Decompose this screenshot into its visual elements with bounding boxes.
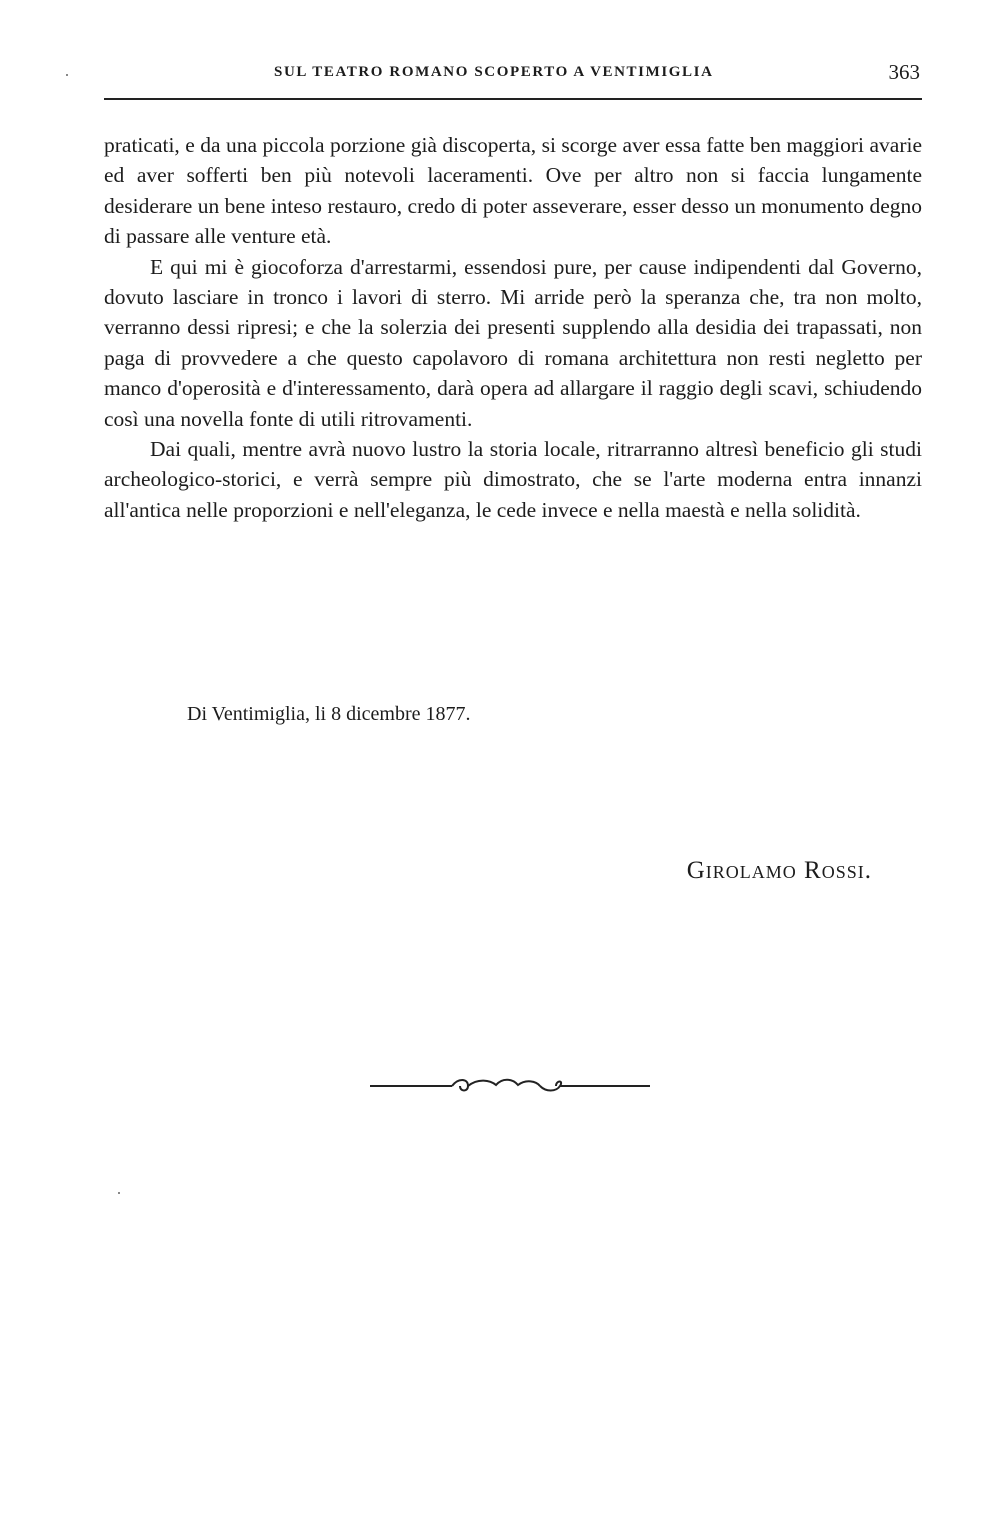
signature: Girolamo Rossi.	[686, 857, 872, 884]
body-text	[104, 130, 922, 525]
header-rule	[104, 98, 922, 100]
running-title: SUL TEATRO ROMANO SCOPERTO A VENTIMIGLIA	[274, 64, 714, 80]
print-speck	[66, 74, 68, 76]
print-speck	[118, 1192, 120, 1194]
page-header	[104, 58, 922, 92]
paragraph-3: Dai quali, mentre avrà nuovo lustro la storia locale, ritrarranno altresì beneficio gli studi archeologico-storici, e verrà sempre più dimostrato, che se l'arte moderna entra innanzi all'antica nelle proporzioni e nell'eleganza, le cede invece e nella maestà e nella solidità.	[104, 437, 922, 522]
paragraph-1: praticati, e da una piccola porzione già discoperta, si scorge aver essa fatte ben maggiori avarie ed aver sofferti ben più notevoli laceramenti. Ove per altro non si faccia lungamente desiderare un bene inteso restauro, credo di poter asseverare, esser desso un monumento degno di passare alle venture età.	[104, 133, 922, 249]
dateline: Di Ventimiglia, li 8 dicembre 1877.	[187, 703, 471, 725]
end-ornament	[370, 1074, 650, 1098]
paragraph-2: E qui mi è giocoforza d'arrestarmi, essendosi pure, per cause indipendenti dal Governo, dovuto lasciare in tronco i lavori di sterro. Mi arride però la speranza che, tra non molto, verranno dessi ripresi; e che la solerzia dei presenti supplendo alla desidia dei trapassati, non paga di provvedere a che questo capolavoro di romana architettura non resti negletto per manco d'operosità e d'interessamento, darà opera ad allargare il raggio degli scavi, schiudendo così una novella fonte di utili ritrovamenti.	[104, 254, 922, 431]
page-number: 363	[888, 60, 920, 84]
